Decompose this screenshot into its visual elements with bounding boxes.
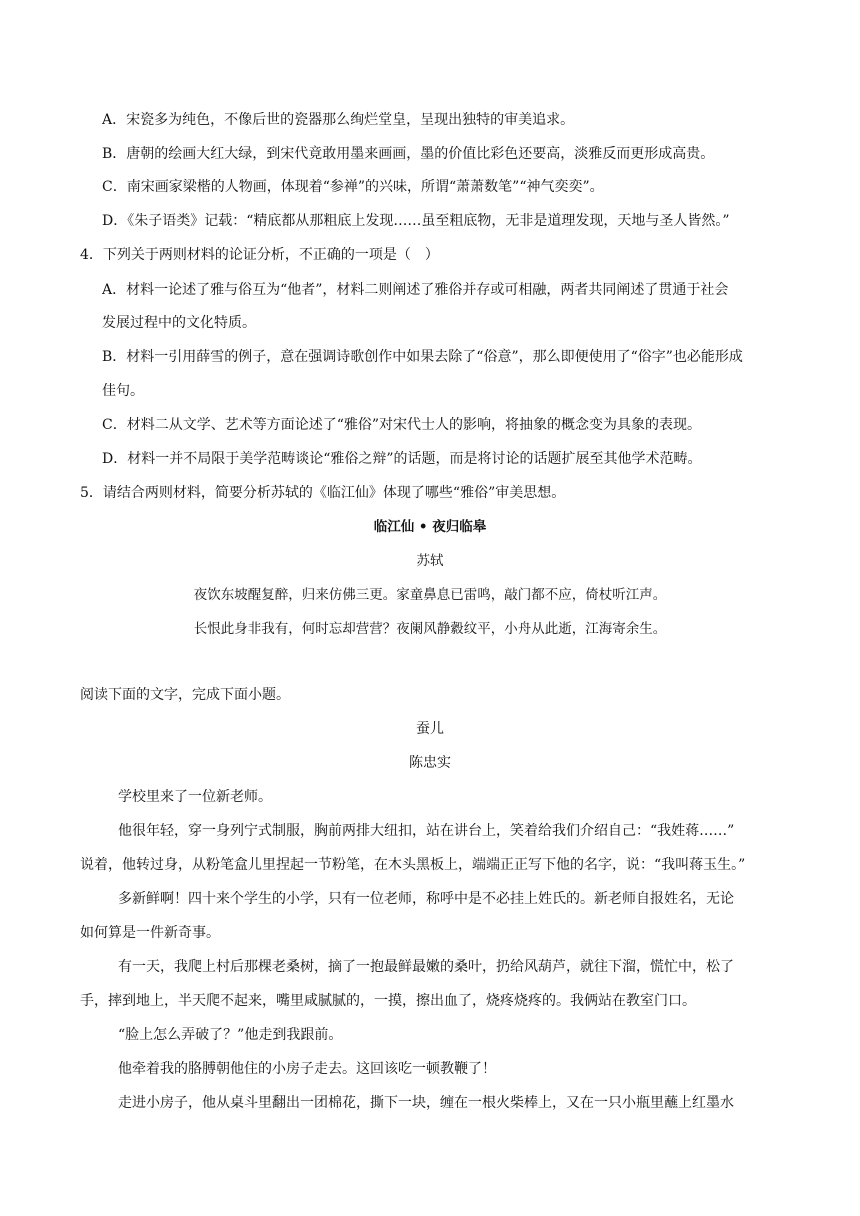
q4-option-b-line2: 佳句。 <box>102 383 144 399</box>
q4-option-d: D．材料一并不局限于美学范畴谈论“雅俗之辩”的话题，而是将讨论的话题扩展至其他学术范畴。 <box>102 451 702 467</box>
q4-option-c: C．材料二从文学、艺术等方面论述了“雅俗”对宋代士人的影响，将抽象的概念变为具象的表现。 <box>102 417 702 433</box>
paragraph-2-line1: 他很年轻，穿一身列宁式制服，胸前两排大纽扣，站在讲台上，笑着给我们介绍自己：“我姓蒋……” <box>118 823 735 839</box>
paragraph-4-line1: 有一天，我爬上村后那棵老桑树，摘了一抱最鲜最嫩的桑叶，扔给风葫芦，就往下溜，慌忙中，松了 <box>118 959 734 975</box>
q3-option-b: B．唐朝的绘画大红大绿，到宋代竟敢用墨来画画，墨的价值比彩色还要高，淡雅反而更形成高贵。 <box>102 146 715 162</box>
reading-intro: 阅读下面的文字，完成下面小题。 <box>80 687 290 703</box>
poem-title: 临江仙 • 夜归临皋 <box>373 519 487 535</box>
paragraph-6: 他牵着我的胳膊朝他住的小房子走去。这回该吃一顿教鞭了！ <box>118 1061 496 1077</box>
q3-option-c: C．南宋画家梁楷的人物画，体现着“参禅”的兴味，所谓“萧萧数笔”“神气奕奕”。 <box>102 179 604 195</box>
paragraph-2-line2: 说着，他转过身，从粉笔盒儿里捏起一节粉笔，在木头黑板上，端端正正写下他的名字，说：“我叫蒋玉生。” <box>80 857 746 873</box>
q4-stem: 4．下列关于两则材料的论证分析，不正确的一项是（ ） <box>80 247 439 263</box>
q3-option-d: D．《朱子语类》记载：“精底都从那粗底上发现……虽至粗底物，无非是道理发现，天地与圣人皆然。” <box>102 213 730 229</box>
poem-author: 苏轼 <box>416 553 444 569</box>
poem-line-1: 夜饮东坡醒复醉，归来仿佛三更。家童鼻息已雷鸣，敲门都不应，倚杖听江声。 <box>193 587 667 603</box>
q5-stem: 5．请结合两则材料，简要分析苏轼的《临江仙》体现了哪些“雅俗”审美思想。 <box>80 485 566 501</box>
paragraph-1: 学校里来了一位新老师。 <box>118 789 272 805</box>
paragraph-3-line1: 多新鲜啊！四十来个学生的小学，只有一位老师，称呼中是不必挂上姓氏的。新老师自报姓名，无论 <box>118 891 734 907</box>
poem-line-2: 长恨此身非我有，何时忘却营营？夜阑风静縠纹平，小舟从此逝，江海寄余生。 <box>193 621 667 637</box>
q3-option-a: A．宋瓷多为纯色，不像后世的瓷器那么绚烂堂皇，呈现出独特的审美追求。 <box>102 112 575 128</box>
story-author: 陈忠实 <box>409 755 451 771</box>
paragraph-3-line2: 如何算是一件新奇事。 <box>80 925 220 941</box>
paragraph-5: “脸上怎么弄破了？”他走到我跟前。 <box>118 1027 343 1043</box>
story-title: 蚕儿 <box>416 721 444 737</box>
q4-option-a-line1: A．材料一论述了雅与俗互为“他者”，材料二则阐述了雅俗并存或可相融，两者共同阐述了贯通于社会 <box>102 282 729 298</box>
q4-option-b-line1: B．材料一引用薛雪的例子，意在强调诗歌创作中如果去除了“俗意”，那么即便使用了“俗字”也必能形成 <box>102 349 743 365</box>
paragraph-4-line2: 手，摔到地上，半天爬不起来，嘴里咸腻腻的，一摸，擦出血了，烧疼烧疼的。我俩站在教室门口。 <box>80 993 696 1009</box>
paragraph-7: 走进小房子，他从桌斗里翻出一团棉花，撕下一块，缠在一根火柴棒上，又在一只小瓶里蘸上红墨水 <box>118 1095 734 1111</box>
q4-option-a-line2: 发展过程中的文化特质。 <box>102 315 256 331</box>
